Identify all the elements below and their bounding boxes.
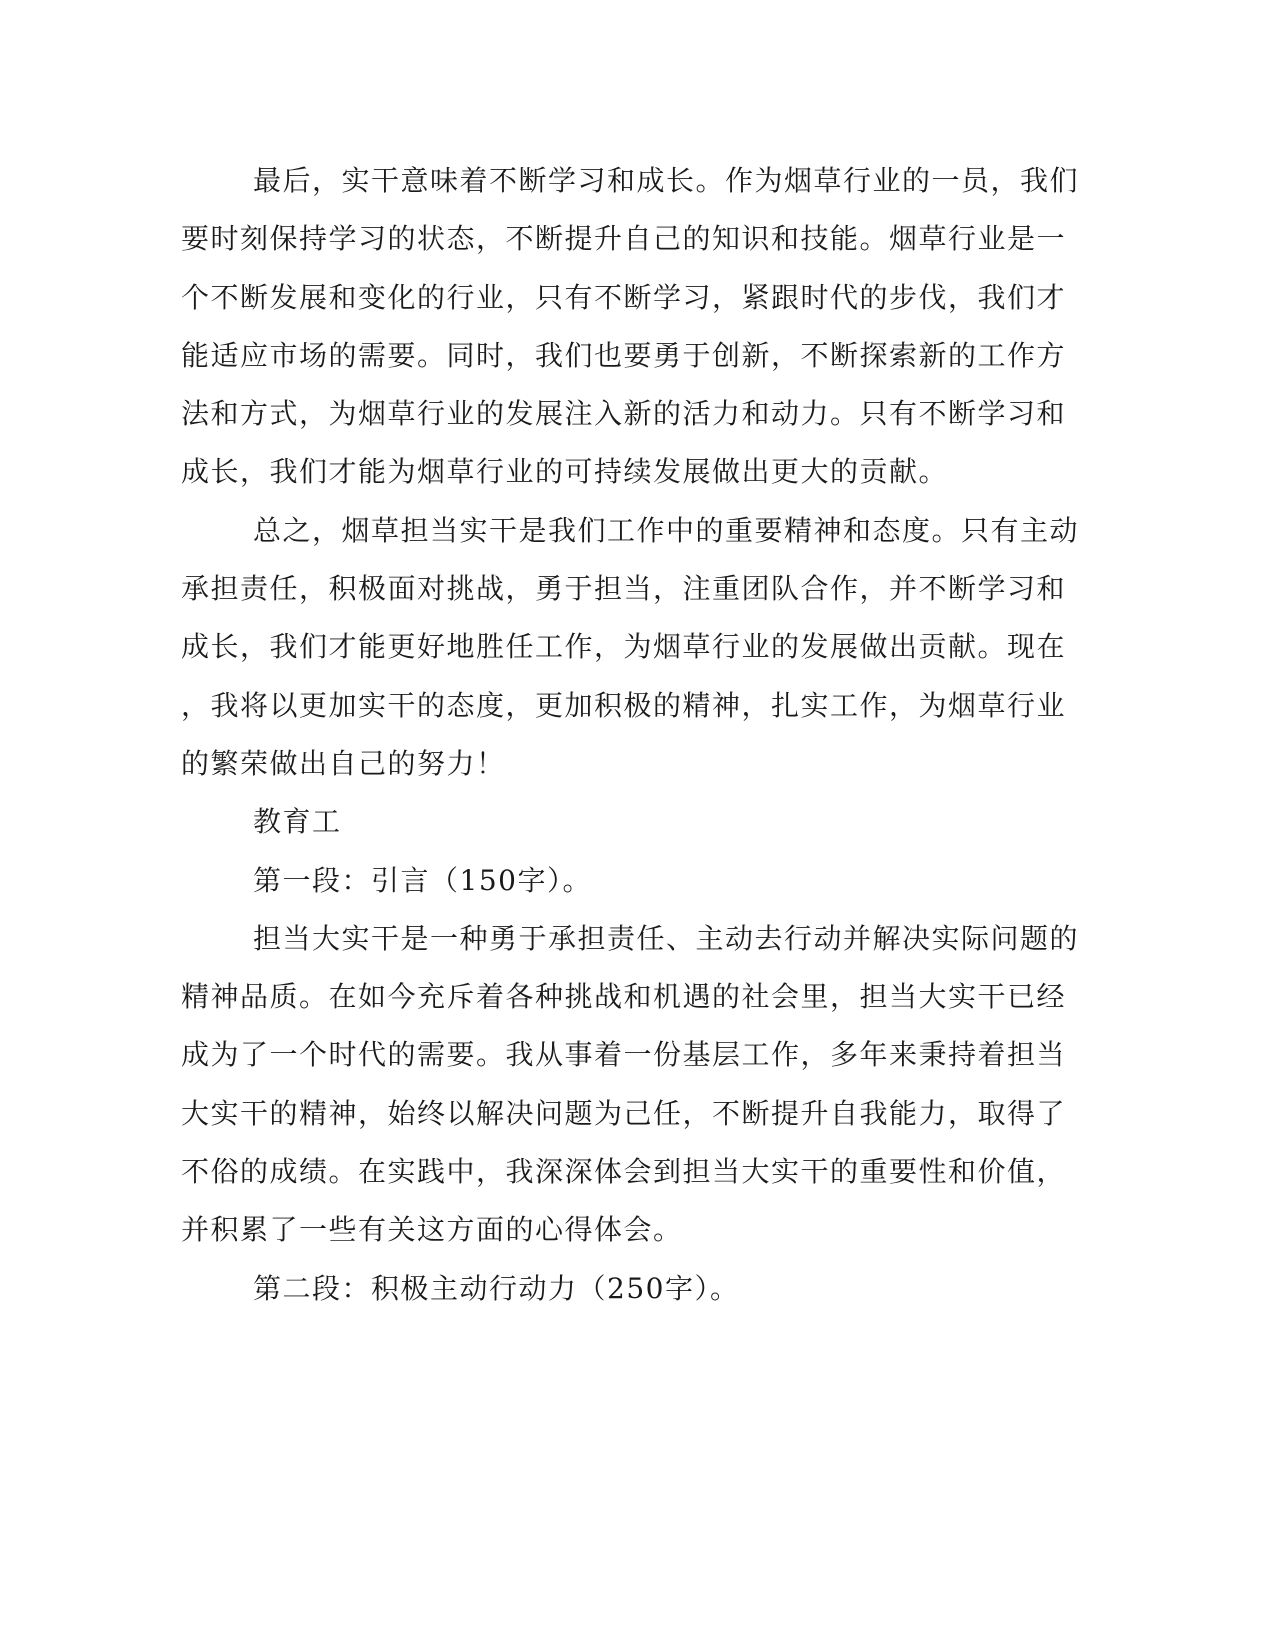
paragraph-line: 成长，我们才能为烟草行业的可持续发展做出更大的贡献。	[181, 455, 949, 489]
paragraph-line: 法和方式，为烟草行业的发展注入新的活力和动力。只有不断学习和	[181, 397, 1067, 431]
paragraph-line: 不俗的成绩。在实践中，我深深体会到担当大实干的重要性和价值，	[181, 1155, 1067, 1189]
section-heading: 教育工	[253, 805, 342, 839]
paragraph-line: ，我将以更加实干的态度，更加积极的精神，扎实工作，为烟草行业	[181, 688, 1067, 722]
paragraph-line: 成长，我们才能更好地胜任工作，为烟草行业的发展做出贡献。现在	[181, 630, 1067, 664]
paragraph-line: 个不断发展和变化的行业，只有不断学习，紧跟时代的步伐，我们才	[181, 280, 1067, 314]
document-body	[181, 152, 1080, 1318]
paragraph-line: 并积累了一些有关这方面的心得体会。	[181, 1213, 683, 1247]
paragraph-line: 承担责任，积极面对挑战，勇于担当，注重团队合作，并不断学习和	[181, 572, 1067, 606]
paragraph-line: 的繁荣做出自己的努力！	[181, 746, 506, 780]
paragraph-line: 能适应市场的需要。同时，我们也要勇于创新，不断探索新的工作方	[181, 338, 1067, 372]
paragraph-line: 总之，烟草担当实干是我们工作中的重要精神和态度。只有主动	[253, 513, 1080, 547]
paragraph-line: 成为了一个时代的需要。我从事着一份基层工作，多年来秉持着担当	[181, 1038, 1067, 1072]
paragraph-line: 最后，实干意味着不断学习和成长。作为烟草行业的一员，我们	[253, 164, 1080, 197]
section-heading: 第二段：积极主动行动力（250字）。	[253, 1271, 740, 1305]
paragraph-line: 担当大实干是一种勇于承担责任、主动去行动并解决实际问题的	[253, 921, 1080, 955]
paragraph-line: 大实干的精神，始终以解决问题为己任，不断提升自我能力，取得了	[181, 1096, 1067, 1130]
paragraph-line: 要时刻保持学习的状态，不断提升自己的知识和技能。烟草行业是一	[181, 222, 1067, 256]
paragraph-line: 精神品质。在如今充斥着各种挑战和机遇的社会里，担当大实干已经	[181, 980, 1067, 1014]
section-heading: 第一段：引言（150字）。	[253, 863, 592, 897]
